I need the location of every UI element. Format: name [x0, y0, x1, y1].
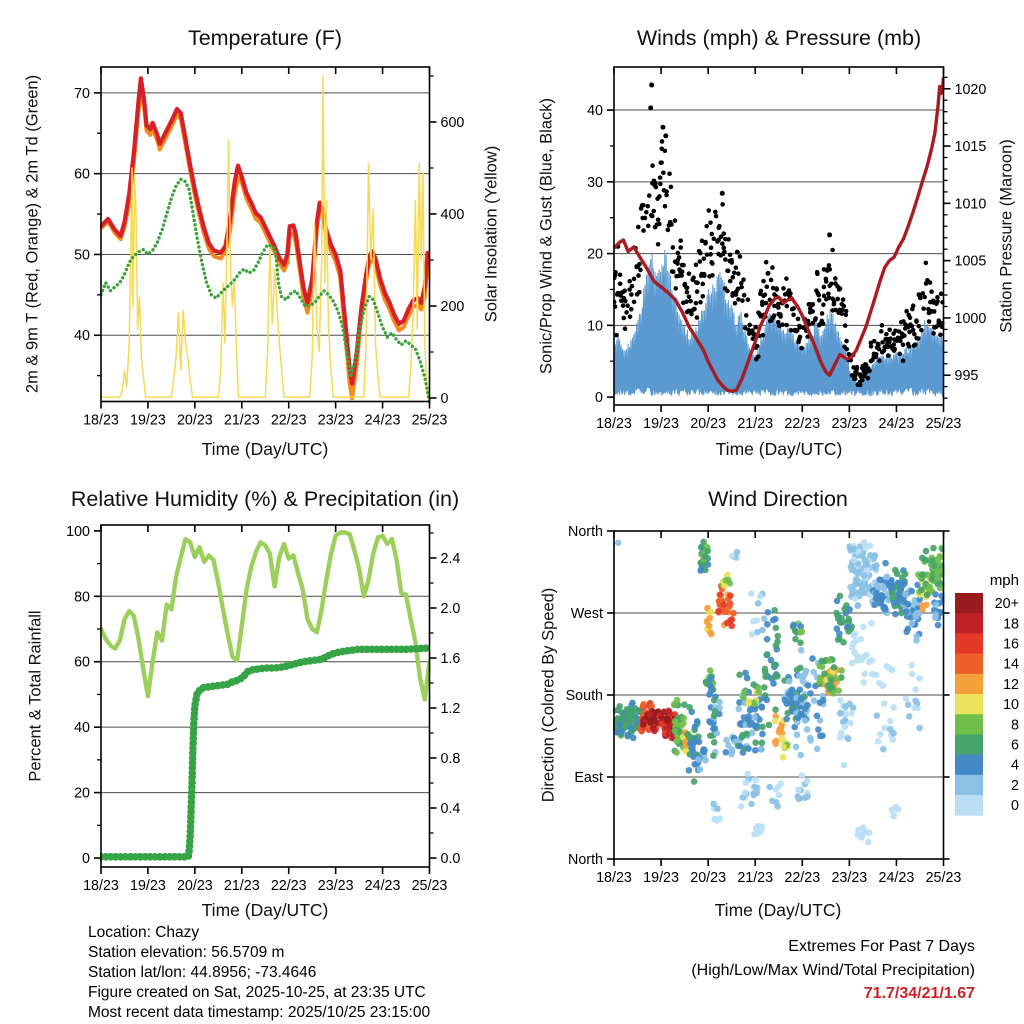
y-tick-label: 0: [595, 390, 603, 407]
y-tick-label: 0.8: [440, 751, 461, 767]
direction-axis-label: Direction (Colored By Speed): [539, 587, 558, 803]
x-tick-label: 25/23: [925, 870, 962, 886]
x-tick-label: 23/23: [831, 416, 868, 432]
speed-colorbar: [955, 572, 1019, 816]
x-tick-label: 20/23: [176, 878, 213, 894]
station-latlon: Station lat/lon: 44.8956; -73.4646: [88, 963, 317, 981]
pressure-right-axis-label: Station Pressure (Maroon): [997, 139, 1016, 333]
colorbar-band: [955, 633, 983, 654]
temp-left-axis-label: 2m & 9m T (Red, Orange) & 2m Td (Green): [23, 74, 42, 394]
colorbar-label: 10: [1003, 697, 1019, 714]
x-tick-label: 19/23: [130, 412, 166, 429]
y-tick-label: 400: [440, 206, 465, 223]
x-tick-label: 21/23: [223, 878, 260, 894]
x-axis-label-temp: Time (Day/UTC): [201, 439, 329, 459]
y-tick-label: 1.6: [440, 651, 461, 667]
chart-title-winds-pressure: Winds (mph) & Pressure (mb): [636, 26, 922, 50]
colorbar-band: [955, 694, 983, 715]
y-tick-label: 600: [440, 114, 465, 131]
colorbar-label: 20+: [994, 596, 1019, 613]
colorbar-band: [955, 795, 983, 816]
x-tick-label: 19/23: [130, 878, 166, 894]
wind-left-axis-label: Sonic/Prop Wind & Gust (Blue, Black): [537, 97, 556, 375]
x-tick-label: 18/23: [596, 416, 632, 432]
station-location: Location: Chazy: [88, 924, 200, 941]
y-tick-label: 60: [74, 654, 90, 671]
rh-precip-chart: [66, 524, 460, 894]
colorbar-band: [955, 593, 983, 614]
solar-right-axis-label: Solar Insolation (Yellow): [482, 145, 501, 323]
y-tick-label: 40: [587, 103, 603, 120]
x-tick-label: 23/23: [831, 870, 868, 886]
y-tick-label: 20: [74, 785, 90, 802]
x-tick-label: 25/23: [411, 412, 448, 429]
colorbar-label: 14: [1003, 656, 1019, 673]
x-tick-label: 20/23: [690, 870, 727, 886]
extremes-values: 71.7/34/21/1.67: [863, 985, 975, 1002]
colorbar-label: 16: [1003, 636, 1019, 653]
colorbar-title: mph: [989, 572, 1019, 589]
y-tick-label: 1000: [954, 310, 987, 327]
y-tick-label: 1015: [954, 139, 987, 156]
colorbar-band: [955, 613, 983, 634]
y-tick-label: 1020: [954, 81, 987, 98]
x-tick-label: 23/23: [317, 878, 354, 894]
winds-pressure-chart: [587, 67, 986, 432]
y-tick-label: 40: [74, 720, 90, 737]
y-tick-label: 40: [74, 328, 90, 345]
y-tick-label: 1.2: [440, 701, 461, 717]
x-tick-label: 24/23: [364, 878, 401, 894]
colorbar-band: [955, 734, 983, 755]
y-tick-label: 30: [587, 174, 603, 191]
y-tick-label: 50: [74, 247, 90, 264]
colorbar-label: 6: [1011, 737, 1019, 754]
x-tick-label: 21/23: [223, 412, 260, 429]
plot-frame: [101, 525, 430, 867]
y-tick-label: 1005: [954, 253, 987, 270]
y-tick-label: 20: [587, 246, 603, 263]
y-tick-label: 995: [954, 368, 979, 385]
series-2m-temp-red: [101, 78, 430, 383]
colorbar-label: 2: [1011, 777, 1019, 794]
station-elevation: Station elevation: 56.5709 m: [88, 943, 285, 961]
percent-rain-axis-label: Percent & Total Rainfall: [26, 610, 45, 782]
x-tick-label: 22/23: [784, 416, 821, 432]
colorbar-label: 12: [1003, 676, 1019, 693]
y-tick-label: 80: [74, 589, 90, 606]
x-tick-label: 24/23: [878, 870, 915, 886]
x-tick-label: 20/23: [690, 416, 727, 432]
x-tick-label: 22/23: [270, 412, 307, 429]
y-tick-label: 60: [74, 166, 90, 183]
extremes-subtitle: (High/Low/Max Wind/Total Precipitation): [691, 961, 975, 979]
y-tick-label: 70: [74, 85, 90, 102]
y-tick-label: 1010: [954, 196, 987, 213]
station-metadata: [88, 923, 430, 1023]
extremes-heading: Extremes For Past 7 Days: [788, 938, 975, 955]
x-tick-label: 18/23: [83, 412, 119, 429]
x-axis-label-wind: Time (Day/UTC): [715, 439, 843, 459]
x-tick-label: 25/23: [411, 878, 448, 894]
chart-title-temperature: Temperature (F): [187, 26, 343, 50]
y-tick-label: 10: [587, 318, 603, 335]
series-9m-temp-orange: [101, 88, 430, 398]
temperature-chart: [74, 67, 464, 429]
series-rh-lightgreen: [101, 533, 430, 700]
colorbar-band: [955, 714, 983, 735]
y-tick-label: 100: [66, 523, 90, 540]
x-tick-label: 18/23: [596, 870, 632, 886]
x-axis-label-rh: Time (Day/UTC): [201, 900, 329, 920]
y-tick-label: 0: [440, 391, 449, 408]
recent-data-timestamp: Most recent data timestamp: 2025/10/25 23:15:00: [88, 1003, 431, 1021]
y-tick-label: 2.4: [440, 551, 461, 567]
y-tick-label: East: [574, 770, 603, 786]
colorbar-label: 4: [1011, 757, 1019, 774]
x-tick-label: 23/23: [317, 412, 354, 429]
y-tick-label: 0: [82, 851, 90, 868]
y-tick-label: 0.4: [440, 801, 461, 817]
extremes-block: [691, 935, 975, 1006]
y-tick-label: North: [568, 852, 603, 868]
colorbar-band: [955, 654, 983, 675]
x-tick-label: 21/23: [737, 870, 774, 886]
colorbar-label: 8: [1011, 717, 1019, 734]
y-tick-label: 0.0: [440, 851, 461, 867]
x-tick-label: 20/23: [176, 412, 213, 429]
wind-direction-chart: [566, 524, 962, 886]
x-tick-label: 21/23: [737, 416, 774, 432]
x-tick-label: 22/23: [270, 878, 307, 894]
y-tick-label: North: [568, 524, 603, 540]
x-axis-label-direction: Time (Day/UTC): [714, 900, 842, 920]
chart-title-rh-precip: Relative Humidity (%) & Precipitation (in): [70, 487, 460, 511]
y-tick-label: 2.0: [440, 601, 461, 617]
x-tick-label: 24/23: [364, 412, 401, 429]
colorbar-band: [955, 755, 983, 776]
x-tick-label: 18/23: [83, 878, 119, 894]
x-tick-label: 24/23: [878, 416, 915, 432]
x-tick-label: 22/23: [784, 870, 821, 886]
colorbar-label: 18: [1003, 616, 1019, 633]
x-tick-label: 19/23: [643, 870, 679, 886]
colorbar-band: [955, 674, 983, 695]
figure-created: Figure created on Sat, 2025-10-25, at 23:35 UTC: [88, 983, 426, 1001]
wind-direction-dots: [611, 539, 947, 846]
y-tick-label: West: [570, 606, 603, 622]
x-tick-label: 19/23: [643, 416, 679, 432]
chart-title-wind-direction: Wind Direction: [708, 487, 848, 511]
colorbar-band: [955, 775, 983, 796]
x-tick-label: 25/23: [925, 416, 962, 432]
colorbar-label: 0: [1011, 798, 1019, 815]
y-tick-label: 200: [440, 298, 465, 315]
y-tick-label: South: [565, 688, 603, 704]
